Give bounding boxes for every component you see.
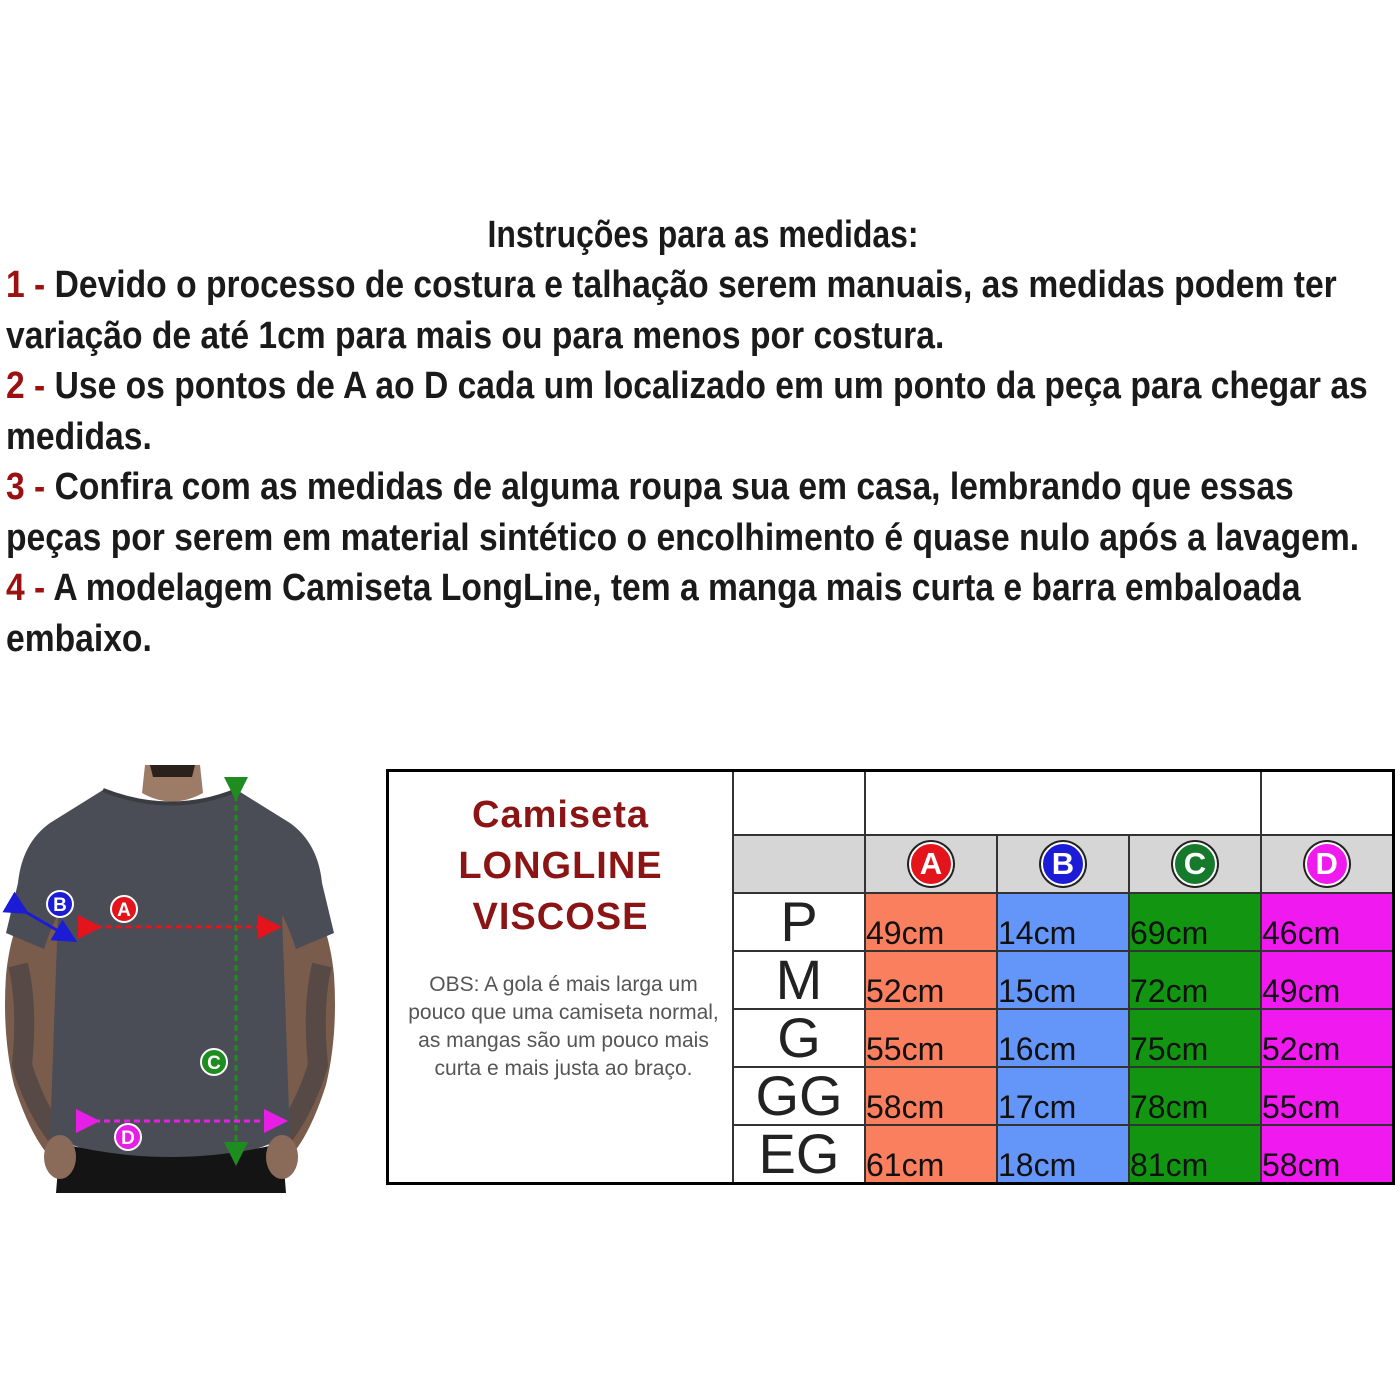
measure-c-value: 75cm (1129, 1009, 1261, 1067)
measure-a-value: 61cm (865, 1125, 997, 1184)
column-header-b (997, 835, 1129, 893)
measure-c-value: 69cm (1129, 893, 1261, 951)
instruction-text: Devido o processo de costura e talhação serem manuais, as medidas podem ter variação de até 1cm para mais ou para menos por costura. (6, 264, 1337, 357)
size-label: GG (733, 1067, 865, 1125)
measurement-instructions (6, 210, 1400, 664)
badge-b: B (1041, 842, 1085, 886)
table-blank-cell (1261, 771, 1393, 836)
svg-text:C: C (207, 1053, 221, 1074)
size-label: G (733, 1009, 865, 1067)
measure-d-value: 52cm (1261, 1009, 1393, 1067)
instruction-item-1 (6, 260, 1387, 361)
instructions-title: Instruções para as medidas: (487, 214, 919, 256)
measure-b-value: 14cm (997, 893, 1129, 951)
instruction-item-4 (6, 563, 1387, 664)
product-name-line: LONGLINE (458, 845, 663, 887)
measure-a-value: 55cm (865, 1009, 997, 1067)
size-column-header (733, 835, 865, 893)
product-observation: OBS: A gola é mais larga um pouco que uma camiseta normal, as mangas são um pouco mais curta e mais justa ao braço. (408, 973, 719, 1080)
measure-b-value: 15cm (997, 951, 1129, 1009)
size-label: P (733, 893, 865, 951)
table-blank-cell (865, 771, 1261, 836)
table-blank-cell (733, 771, 865, 836)
marker-d-badge (115, 1124, 141, 1150)
instruction-number: 1 - (6, 264, 46, 306)
instruction-number: 3 - (6, 466, 46, 508)
measure-d-value: 58cm (1261, 1125, 1393, 1184)
instruction-item-3 (6, 462, 1387, 563)
measure-c-value: 78cm (1129, 1067, 1261, 1125)
badge-d: D (1305, 842, 1349, 886)
measure-a-value: 49cm (865, 893, 997, 951)
svg-text:A: A (117, 900, 131, 921)
column-header-c (1129, 835, 1261, 893)
product-name-line: Camiseta (472, 794, 649, 836)
measure-b-value: 16cm (997, 1009, 1129, 1067)
size-label: EG (733, 1125, 865, 1184)
size-chart-table (386, 769, 1395, 1185)
instruction-text: Confira com as medidas de alguma roupa sua em casa, lembrando que essas peças por serem em material sintético o encolhimento é quase nulo após a lavagem. (6, 466, 1360, 559)
svg-text:B: B (53, 895, 67, 916)
instruction-text: A modelagem Camiseta LongLine, tem a manga mais curta e barra embaloada embaixo. (6, 567, 1301, 660)
instruction-text: Use os pontos de A ao D cada um localizado em um ponto da peça para chegar as medidas. (6, 365, 1368, 458)
measure-b-value: 18cm (997, 1125, 1129, 1184)
tshirt-model-illustration (0, 765, 340, 1193)
measure-a-value: 58cm (865, 1067, 997, 1125)
measure-c-value: 72cm (1129, 951, 1261, 1009)
measure-d-value: 49cm (1261, 951, 1393, 1009)
column-header-d (1261, 835, 1393, 893)
measure-d-value: 46cm (1261, 893, 1393, 951)
measure-b-value: 17cm (997, 1067, 1129, 1125)
product-info-cell (388, 771, 734, 1184)
badge-a: A (909, 842, 953, 886)
measure-a-value: 52cm (865, 951, 997, 1009)
measure-d-value: 55cm (1261, 1067, 1393, 1125)
product-name-line: VISCOSE (472, 896, 649, 938)
marker-c-badge (201, 1049, 227, 1075)
measure-c-value: 81cm (1129, 1125, 1261, 1184)
product-name (389, 790, 732, 943)
marker-b-badge (47, 891, 73, 917)
marker-a-badge (111, 896, 137, 922)
instruction-item-2 (6, 361, 1387, 462)
instruction-number: 2 - (6, 365, 46, 407)
column-header-a (865, 835, 997, 893)
badge-c: C (1173, 842, 1217, 886)
size-label: M (733, 951, 865, 1009)
instruction-number: 4 - (6, 567, 46, 609)
svg-text:D: D (121, 1128, 135, 1149)
